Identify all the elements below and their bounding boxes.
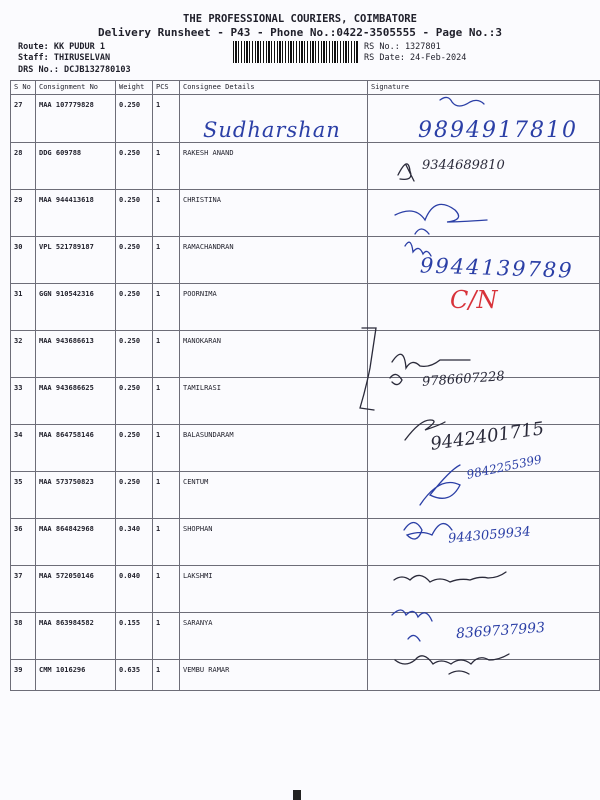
cell-consignee: SHOPHAN (180, 519, 368, 566)
cell-pcs: 1 (153, 284, 180, 331)
cell-weight: 0.040 (116, 566, 153, 613)
col-header-signature: Signature (368, 81, 600, 95)
signature-27 (440, 97, 484, 106)
cell-consignee: RAKESH ANAND (180, 143, 368, 190)
cell-weight: 0.250 (116, 425, 153, 472)
col-header-pcs: PCS (153, 81, 180, 95)
handwritten-note-31: C/N (450, 286, 498, 314)
cell-pcs: 1 (153, 519, 180, 566)
cell-sno: 28 (11, 143, 36, 190)
cell-sno: 39 (11, 660, 36, 691)
cell-weight: 0.635 (116, 660, 153, 691)
col-header-consignment: Consignment No (36, 81, 116, 95)
cell-consignee: LAKSHMI (180, 566, 368, 613)
cell-consignment-no: MAA 943686613 (36, 331, 116, 378)
cell-consignee: RAMACHANDRAN (180, 237, 368, 284)
signature-30 (405, 242, 431, 256)
company-title: THE PROFESSIONAL COURIERS, COIMBATORE (183, 13, 417, 25)
handwritten-phone-34: 9442401715 (429, 418, 546, 455)
cell-sno: 34 (11, 425, 36, 472)
cell-weight: 0.250 (116, 237, 153, 284)
cell-pcs: 1 (153, 613, 180, 660)
cell-consignment-no: GGN 910542316 (36, 284, 116, 331)
cell-pcs: 1 (153, 425, 180, 472)
page-edge-mark (293, 790, 301, 800)
handwritten-phone-35: 9842255399 (465, 452, 543, 482)
signature-36 (404, 523, 452, 540)
cell-sno: 30 (11, 237, 36, 284)
signature-39 (395, 654, 509, 674)
col-header-consignee: Consignee Details (180, 81, 368, 95)
cell-weight: 0.340 (116, 519, 153, 566)
cell-weight: 0.250 (116, 190, 153, 237)
cell-consignment-no: DDG 609788 (36, 143, 116, 190)
cell-weight: 0.155 (116, 613, 153, 660)
cell-pcs: 1 (153, 190, 180, 237)
cell-weight: 0.250 (116, 472, 153, 519)
cell-pcs: 1 (153, 472, 180, 519)
cell-consignee: POORNIMA (180, 284, 368, 331)
signature-38 (392, 610, 432, 641)
cell-pcs: 1 (153, 237, 180, 284)
rs-number: RS No.: 1327801 (364, 42, 441, 52)
bracket-32-33 (360, 328, 376, 410)
handwritten-name-27: Sudharshan (203, 118, 341, 142)
cell-weight: 0.250 (116, 331, 153, 378)
cell-consignment-no: VPL 521789187 (36, 237, 116, 284)
cell-sno: 38 (11, 613, 36, 660)
signature-34 (405, 420, 445, 440)
col-header-sno: S No (11, 81, 36, 95)
cell-consignment-no: MAA 572050146 (36, 566, 116, 613)
signature-29 (395, 204, 487, 234)
cell-consignee: CHRISTINA (180, 190, 368, 237)
cell-pcs: 1 (153, 331, 180, 378)
cell-consignment-no: MAA 863984582 (36, 613, 116, 660)
cell-consignee: CENTUM (180, 472, 368, 519)
cell-sno: 27 (11, 95, 36, 143)
cell-weight: 0.250 (116, 95, 153, 143)
signature-35 (420, 465, 460, 505)
signature-33 (390, 354, 470, 384)
signature-28 (398, 164, 414, 181)
cell-consignment-no: MAA 864842968 (36, 519, 116, 566)
cell-weight: 0.250 (116, 143, 153, 190)
cell-consignment-no: MAA 573750823 (36, 472, 116, 519)
cell-sno: 36 (11, 519, 36, 566)
rs-date: RS Date: 24-Feb-2024 (364, 53, 467, 63)
cell-consignee: TAMILRASI (180, 378, 368, 425)
cell-pcs: 1 (153, 660, 180, 691)
cell-pcs: 1 (153, 95, 180, 143)
signature-37 (394, 572, 506, 582)
cell-consignee: MANOKARAN (180, 331, 368, 378)
cell-consignee: BALASUNDARAM (180, 425, 368, 472)
cell-pcs: 1 (153, 143, 180, 190)
cell-consignment-no: MAA 943686625 (36, 378, 116, 425)
handwritten-phone-38: 8369737993 (455, 619, 546, 643)
cell-sno: 33 (11, 378, 36, 425)
cell-weight: 0.250 (116, 378, 153, 425)
cell-consignment-no: CMM 1016296 (36, 660, 116, 691)
cell-consignee: VEMBU RAMAR (180, 660, 368, 691)
handwritten-phone-33: 9786607228 (421, 369, 506, 390)
cell-sno: 32 (11, 331, 36, 378)
cell-pcs: 1 (153, 566, 180, 613)
cell-sno: 31 (11, 284, 36, 331)
cell-sno: 29 (11, 190, 36, 237)
cell-sno: 37 (11, 566, 36, 613)
cell-consignment-no: MAA 944413618 (36, 190, 116, 237)
cell-consignment-no: MAA 107779828 (36, 95, 116, 143)
handwritten-phone-27: 9894917810 (418, 118, 578, 143)
route-label: Route: KK PUDUR 1 (18, 42, 105, 52)
drs-number: DRS No.: DCJB132780103 (18, 65, 131, 75)
col-header-weight: Weight (116, 81, 153, 95)
handwritten-phone-28: 9344689810 (422, 158, 505, 173)
cell-sno: 35 (11, 472, 36, 519)
runsheet-subtitle: Delivery Runsheet - P43 - Phone No.:0422-3505555 - Page No.:3 (98, 26, 502, 39)
staff-label: Staff: THIRUSELVAN (18, 53, 111, 63)
handwritten-phone-36: 9443059934 (447, 524, 532, 547)
cell-weight: 0.250 (116, 284, 153, 331)
cell-pcs: 1 (153, 378, 180, 425)
cell-consignment-no: MAA 864758146 (36, 425, 116, 472)
handwritten-phone-30: 9944139789 (419, 253, 574, 283)
cell-consignee: SARANYA (180, 613, 368, 660)
